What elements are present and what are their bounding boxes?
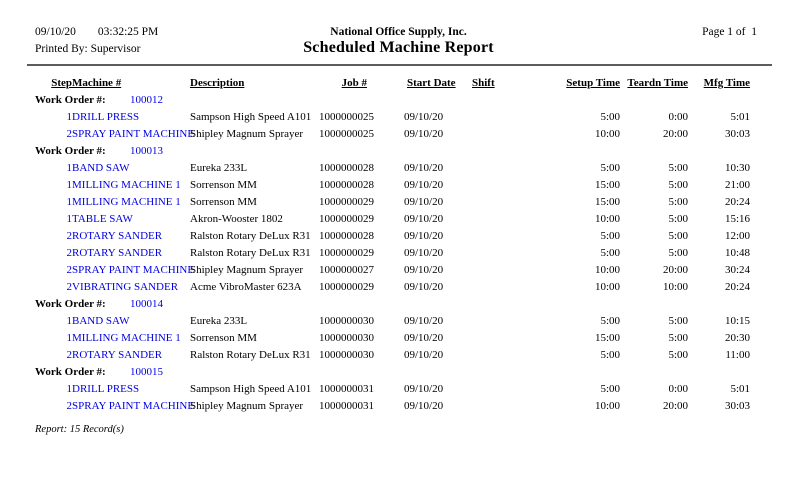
mfg-time: 10:30: [724, 162, 750, 174]
work-order-number[interactable]: 100013: [130, 145, 163, 157]
work-order-label: Work Order #:: [35, 94, 106, 106]
teardn-time: 5:00: [668, 213, 688, 225]
shift-value: [456, 109, 508, 126]
mfg-time: 30:03: [724, 128, 750, 140]
machine-step-row: [27, 109, 772, 126]
step-number: 1: [66, 111, 72, 123]
shift-value: [456, 211, 508, 228]
company-name: National Office Supply, Inc.: [330, 26, 467, 38]
start-date: 09/10/20: [404, 111, 444, 123]
setup-time: 10:00: [594, 128, 620, 140]
teardn-time: 5:00: [668, 179, 688, 191]
machine-step-row: [27, 228, 772, 245]
start-date: 09/10/20: [404, 247, 444, 259]
job-number: 1000000027: [319, 264, 374, 276]
column-header-row: [27, 68, 772, 92]
machine-description: Eureka 233L: [190, 162, 248, 174]
machine-description: Ralston Rotary DeLux R31: [190, 247, 311, 259]
machine-description: Sorrenson MM: [190, 196, 257, 208]
work-order-row: [27, 92, 772, 109]
teardn-time: 5:00: [668, 196, 688, 208]
teardn-time: 5:00: [668, 162, 688, 174]
machine-link[interactable]: ROTARY SANDER: [72, 247, 163, 259]
report-title: Scheduled Machine Report: [303, 39, 494, 56]
shift-value: [456, 177, 508, 194]
col-header-shift: Shift: [472, 77, 495, 89]
step-number: 2: [66, 230, 72, 242]
setup-time: 10:00: [594, 213, 620, 225]
job-number: 1000000029: [319, 196, 374, 208]
mfg-time: 20:30: [724, 332, 750, 344]
col-header-start-date: Start Date: [407, 77, 456, 89]
start-date: 09/10/20: [404, 213, 444, 225]
step-number: 1: [66, 383, 72, 395]
setup-time: 5:00: [600, 111, 620, 123]
job-number: 1000000025: [319, 128, 374, 140]
mfg-time: 21:00: [724, 179, 750, 191]
machine-link[interactable]: DRILL PRESS: [72, 111, 140, 123]
setup-time: 5:00: [600, 383, 620, 395]
job-number: 1000000028: [319, 162, 374, 174]
work-order-number[interactable]: 100015: [130, 366, 163, 378]
start-date: 09/10/20: [404, 281, 444, 293]
shift-value: [456, 347, 508, 364]
machine-description: Sampson High Speed A101: [190, 383, 312, 395]
machine-description: Shipley Magnum Sprayer: [190, 128, 304, 140]
shift-value: [456, 398, 508, 415]
machine-link[interactable]: MILLING MACHINE 1: [72, 196, 181, 208]
teardn-time: 5:00: [668, 230, 688, 242]
teardn-time: 20:00: [662, 128, 688, 140]
teardn-time: 0:00: [668, 111, 688, 123]
mfg-time: 12:00: [724, 230, 750, 242]
machine-description: Eureka 233L: [190, 315, 248, 327]
mfg-time: 11:00: [725, 349, 750, 361]
step-number: 1: [66, 179, 72, 191]
mfg-time: 10:15: [724, 315, 750, 327]
setup-time: 5:00: [600, 162, 620, 174]
setup-time: 5:00: [600, 230, 620, 242]
start-date: 09/10/20: [404, 400, 444, 412]
machine-step-row: [27, 330, 772, 347]
step-number: 2: [66, 247, 72, 259]
machine-description: Ralston Rotary DeLux R31: [190, 230, 311, 242]
page-indicator: Page 1 of 1: [702, 26, 757, 38]
job-number: 1000000028: [319, 230, 374, 242]
machine-report-table: [27, 68, 772, 415]
machine-description: Sorrenson MM: [190, 332, 257, 344]
start-date: 09/10/20: [404, 128, 444, 140]
shift-value: [456, 313, 508, 330]
step-number: 1: [66, 213, 72, 225]
shift-value: [456, 279, 508, 296]
step-number: 1: [66, 315, 72, 327]
report-header-line1: [0, 26, 797, 38]
job-number: 1000000030: [319, 349, 374, 361]
teardn-time: 5:00: [668, 349, 688, 361]
shift-value: [456, 381, 508, 398]
printed-by: Printed By: Supervisor: [35, 43, 141, 55]
col-header-mfg-time: Mfg Time: [703, 77, 750, 89]
shift-value: [456, 330, 508, 347]
machine-link[interactable]: ROTARY SANDER: [72, 230, 163, 242]
step-number: 1: [66, 332, 72, 344]
teardn-time: 10:00: [662, 281, 688, 293]
start-date: 09/10/20: [404, 315, 444, 327]
machine-description: Akron-Wooster 1802: [190, 213, 283, 225]
job-number: 1000000031: [319, 383, 374, 395]
job-number: 1000000029: [319, 247, 374, 259]
machine-step-row: [27, 245, 772, 262]
machine-description: Sampson High Speed A101: [190, 111, 312, 123]
step-number: 2: [66, 349, 72, 361]
shift-value: [456, 194, 508, 211]
job-number: 1000000028: [319, 179, 374, 191]
mfg-time: 5:01: [730, 111, 750, 123]
step-number: 2: [66, 400, 72, 412]
work-order-label: Work Order #:: [35, 298, 106, 310]
setup-time: 5:00: [600, 247, 620, 259]
machine-link[interactable]: SPRAY PAINT MACHINE: [72, 264, 195, 276]
machine-description: Shipley Magnum Sprayer: [190, 400, 304, 412]
shift-value: [456, 126, 508, 143]
start-date: 09/10/20: [404, 264, 444, 276]
setup-time: 5:00: [600, 349, 620, 361]
machine-description: Shipley Magnum Sprayer: [190, 264, 304, 276]
machine-link[interactable]: SPRAY PAINT MACHINE: [72, 400, 195, 412]
setup-time: 10:00: [594, 400, 620, 412]
print-datetime: [0, 26, 330, 38]
machine-step-row: [27, 262, 772, 279]
machine-step-row: [27, 177, 772, 194]
work-order-number[interactable]: 100014: [130, 298, 163, 310]
machine-link[interactable]: MILLING MACHINE 1: [72, 332, 181, 344]
machine-step-row: [27, 381, 772, 398]
mfg-time: 20:24: [724, 281, 750, 293]
print-date: 09/10/20: [35, 26, 76, 38]
setup-time: 15:00: [594, 179, 620, 191]
machine-link[interactable]: VIBRATING SANDER: [72, 281, 179, 293]
report-rows: [27, 92, 772, 415]
start-date: 09/10/20: [404, 162, 444, 174]
start-date: 09/10/20: [404, 196, 444, 208]
teardn-time: 20:00: [662, 400, 688, 412]
start-date: 09/10/20: [404, 179, 444, 191]
job-number: 1000000029: [319, 281, 374, 293]
col-header-job: Job #: [341, 77, 367, 89]
setup-time: 5:00: [600, 315, 620, 327]
mfg-time: 20:24: [724, 196, 750, 208]
print-time: 03:32:25 PM: [97, 26, 159, 38]
shift-value: [456, 228, 508, 245]
step-number: 1: [66, 162, 72, 174]
job-number: 1000000025: [319, 111, 374, 123]
record-count-footer: Report: 15 Record(s): [35, 424, 124, 435]
work-order-label: Work Order #:: [35, 366, 106, 378]
start-date: 09/10/20: [404, 349, 444, 361]
machine-step-row: [27, 160, 772, 177]
teardn-time: 0:00: [668, 383, 688, 395]
machine-step-row: [27, 194, 772, 211]
header-rule: [27, 64, 772, 66]
col-header-description: Description: [190, 77, 245, 89]
machine-link[interactable]: SPRAY PAINT MACHINE: [72, 128, 195, 140]
machine-step-row: [27, 398, 772, 415]
start-date: 09/10/20: [404, 332, 444, 344]
shift-value: [456, 262, 508, 279]
step-number: 2: [66, 128, 72, 140]
col-header-step: Step: [51, 77, 72, 89]
col-header-setup-time: Setup Time: [566, 77, 620, 89]
machine-link[interactable]: BAND SAW: [72, 162, 130, 174]
teardn-time: 5:00: [668, 247, 688, 259]
setup-time: 15:00: [594, 332, 620, 344]
machine-step-row: [27, 313, 772, 330]
work-order-number[interactable]: 100012: [130, 94, 163, 106]
machine-link[interactable]: BAND SAW: [72, 315, 130, 327]
job-number: 1000000031: [319, 400, 374, 412]
job-number: 1000000030: [319, 332, 374, 344]
start-date: 09/10/20: [404, 230, 444, 242]
machine-step-row: [27, 279, 772, 296]
col-header-teardn-time: Teardn Time: [627, 77, 688, 89]
job-number: 1000000029: [319, 213, 374, 225]
machine-link[interactable]: ROTARY SANDER: [72, 349, 163, 361]
teardn-time: 5:00: [668, 332, 688, 344]
machine-link[interactable]: TABLE SAW: [72, 213, 133, 225]
setup-time: 10:00: [594, 264, 620, 276]
setup-time: 10:00: [594, 281, 620, 293]
work-order-label: Work Order #:: [35, 145, 106, 157]
machine-step-row: [27, 126, 772, 143]
machine-step-row: [27, 347, 772, 364]
machine-description: Acme VibroMaster 623A: [190, 281, 302, 293]
job-number: 1000000030: [319, 315, 374, 327]
machine-description: Ralston Rotary DeLux R31: [190, 349, 311, 361]
mfg-time: 15:16: [724, 213, 750, 225]
machine-step-row: [27, 211, 772, 228]
mfg-time: 30:03: [724, 400, 750, 412]
mfg-time: 5:01: [730, 383, 750, 395]
work-order-row: [27, 143, 772, 160]
teardn-time: 5:00: [668, 315, 688, 327]
col-header-machine: Machine #: [72, 77, 122, 89]
teardn-time: 20:00: [662, 264, 688, 276]
work-order-row: [27, 364, 772, 381]
start-date: 09/10/20: [404, 383, 444, 395]
shift-value: [456, 160, 508, 177]
machine-link[interactable]: DRILL PRESS: [72, 383, 140, 395]
report-header-line2: [0, 38, 797, 57]
machine-description: Sorrenson MM: [190, 179, 257, 191]
step-number: 2: [66, 264, 72, 276]
machine-link[interactable]: MILLING MACHINE 1: [72, 179, 181, 191]
mfg-time: 30:24: [724, 264, 750, 276]
work-order-row: [27, 296, 772, 313]
step-number: 1: [66, 196, 72, 208]
shift-value: [456, 245, 508, 262]
mfg-time: 10:48: [724, 247, 750, 259]
step-number: 2: [66, 281, 72, 293]
setup-time: 15:00: [594, 196, 620, 208]
